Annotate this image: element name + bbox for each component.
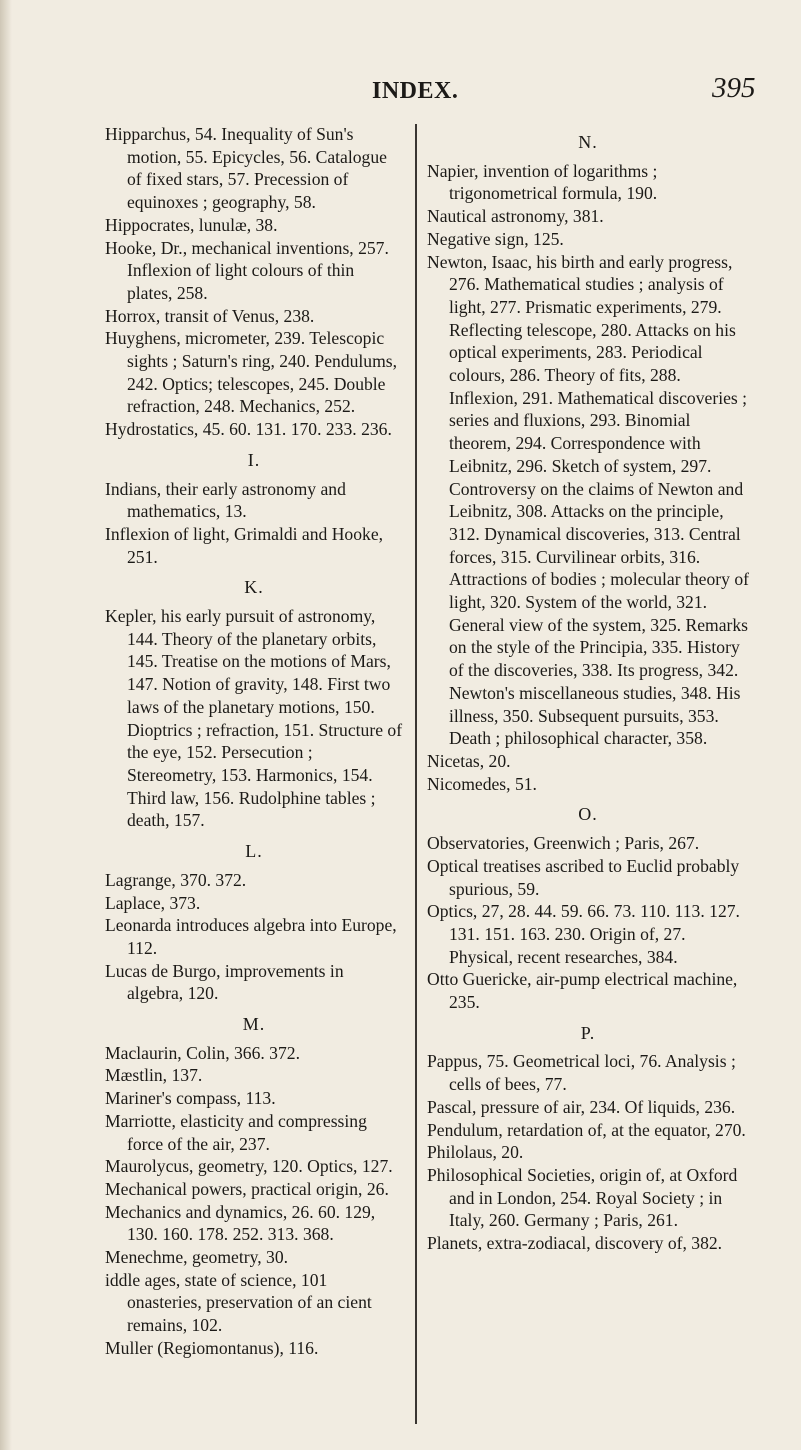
index-entry: Marriotte, elasticity and compressing force of the air, 237. bbox=[105, 1110, 367, 1154]
index-entry: Philolaus, 20. bbox=[427, 1142, 524, 1163]
index-entry: Lucas de Burgo, improvements in algebra, 120. bbox=[105, 960, 344, 1004]
running-title: INDEX. bbox=[372, 78, 459, 104]
index-entry: Leonarda introduces algebra into Europe, 112. bbox=[105, 915, 397, 958]
index-entry: Pascal, pressure of air, 234. Of liquids, 236. bbox=[427, 1096, 736, 1117]
index-entry: Huyghens, micrometer, 239. Telescopic sights ; Saturn's ring, 240. Pendulums, 242. Optics; telescopes, 245. Double refraction, 248. Mechanics, 252. bbox=[105, 328, 398, 417]
page-header bbox=[0, 72, 801, 112]
section-letter: I. bbox=[247, 449, 261, 470]
index-entry: Lagrange, 370. 372. bbox=[105, 869, 247, 890]
index-entry: Hydrostatics, 45. 60. 131. 170. 233. 236. bbox=[105, 419, 392, 440]
index-entry: Hooke, Dr., mechanical inventions, 257. Inflexion of light colours of thin plates, 258. bbox=[105, 237, 389, 303]
left-column bbox=[105, 123, 403, 1360]
index-entry: Horrox, transit of Venus, 238. bbox=[105, 305, 315, 326]
section-letter: P. bbox=[580, 1022, 596, 1043]
column-divider bbox=[415, 124, 417, 1424]
index-entry: Mariner's compass, 113. bbox=[105, 1088, 276, 1109]
index-entry: iddle ages, state of science, 101 onasteries, preservation of an cient remains, 102. bbox=[105, 1269, 372, 1336]
section-letter: N. bbox=[578, 132, 598, 152]
index-entry: Otto Guericke, air-pump electrical machine, 235. bbox=[427, 969, 738, 1013]
index-entry: Hippocrates, lunulæ, 38. bbox=[105, 214, 278, 235]
index-entry: Observatories, Greenwich ; Paris, 267. bbox=[427, 833, 700, 854]
index-entry: Pappus, 75. Geometrical loci, 76. Analysis ; cells of bees, 77. bbox=[427, 1051, 736, 1095]
section-letter: L. bbox=[245, 841, 263, 862]
index-entry: Mæstlin, 137. bbox=[105, 1065, 203, 1086]
section-letter: M. bbox=[242, 1014, 266, 1035]
index-entry: Nicetas, 20. bbox=[427, 750, 511, 771]
index-entry: Maclaurin, Colin, 366. 372. bbox=[105, 1042, 300, 1063]
index-entry: Optical treatises ascribed to Euclid probably spurious, 59. bbox=[427, 855, 740, 899]
index-entry: Philosophical Societies, origin of, at Oxford and in London, 254. Royal Society ; in Italy, 260. Germany ; Paris, 261. bbox=[427, 1164, 738, 1231]
right-column bbox=[427, 123, 749, 1255]
index-entry: Mechanical powers, practical origin, 26. bbox=[105, 1178, 389, 1199]
index-entry: Newton, Isaac, his birth and early progress, 276. Mathematical studies ; analysis of light, 277. Prismatic experiments, 279. Reflecting telescope, 280. Attacks on his optical experiments, 283. Periodical colours, 286. Theory of fits, 288. Inflexion, 291. Mathematical discoveries ; series and fluxions, 293. Binomial theorem, 294. Correspondence with Leibnitz, 296. Sketch of system, 297. Controversy on the claims of Newton and Leibnitz, 308. Attacks on the principle, 312. Dynamical discoveries, 313. Central forces, 315. Curvilinear orbits, 316. Attractions of bodies ; molecular theory of light, 320. System of the world, 321. General view of the system, 325. Remarks on the style of the Principia, 335. History of the discoveries, 338. Its progress, 342. Newton's miscellaneous studies, 348. His illness, 350. Subsequent pursuits, 353. Death ; philosophical character, 358. bbox=[427, 251, 749, 749]
index-entry: Napier, invention of logarithms ; trigonometrical formula, 190. bbox=[427, 160, 658, 204]
index-entry: Nautical astronomy, 381. bbox=[427, 206, 604, 227]
index-entry: Maurolycus, geometry, 120. Optics, 127. bbox=[105, 1156, 393, 1177]
index-entry: Indians, their early astronomy and mathematics, 13. bbox=[105, 478, 346, 522]
index-entry: Hipparchus, 54. Inequality of Sun's motion, 55. Epicycles, 56. Catalogue of fixed stars, 57. Precession of equinoxes ; geography, 58. bbox=[105, 124, 387, 213]
index-entry: Menechme, geometry, 30. bbox=[105, 1247, 289, 1268]
index-entry: Inflexion of light, Grimaldi and Hooke, 251. bbox=[105, 523, 384, 567]
binding-shadow bbox=[0, 0, 12, 1450]
index-entry: Kepler, his early pursuit of astronomy, 144. Theory of the planetary orbits, 145. Treatise on the motions of Mars, 147. Notion of gravity, 148. First two laws of the planetary motions, 150. Dioptrics ; refraction, 151. Structure of the eye, 152. Persecution ; Stereometry, 153. Harmonics, 154. Third law, 156. Rudolphine tables ; death, 157. bbox=[105, 606, 403, 831]
index-entry: Nicomedes, 51. bbox=[427, 773, 537, 794]
section-letter: O. bbox=[578, 804, 598, 825]
section-letter: K. bbox=[244, 577, 264, 598]
index-entry: Laplace, 373. bbox=[105, 892, 201, 913]
index-entry: Pendulum, retardation of, at the equator, 270. bbox=[427, 1119, 746, 1140]
index-entry: Muller (Regiomontanus), 116. bbox=[105, 1337, 319, 1358]
index-entry: Planets, extra-zodiacal, discovery of, 382. bbox=[427, 1233, 723, 1254]
index-entry: Mechanics and dynamics, 26. 60. 129, 130. 160. 178. 252. 313. 368. bbox=[105, 1201, 376, 1245]
page-number: 395 bbox=[712, 72, 756, 104]
index-entry: Negative sign, 125. bbox=[427, 228, 564, 249]
index-entry: Optics, 27, 28. 44. 59. 66. 73. 110. 113. 127. 131. 151. 163. 230. Origin of, 27. Physical, recent researches, 384. bbox=[427, 901, 740, 967]
